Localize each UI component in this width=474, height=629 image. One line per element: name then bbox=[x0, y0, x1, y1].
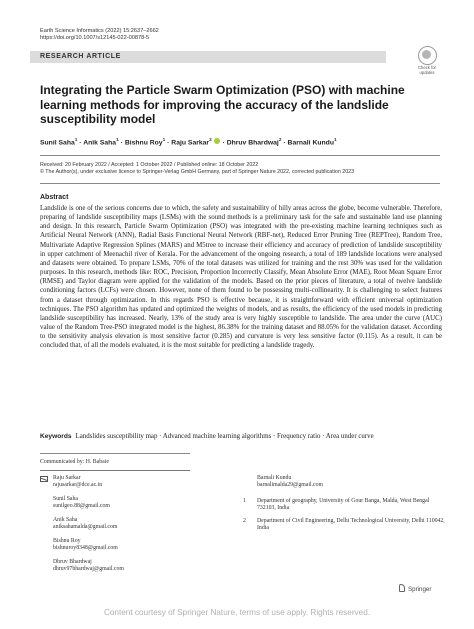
author-affiliation-number: 1 bbox=[162, 138, 166, 143]
correspondent-email[interactable]: aniksahamalda@gmail.com bbox=[53, 524, 118, 531]
author-list: Sunil Saha$^1$ · Anik Saha$^1$ · Bishnu Roy$^1$ · Raju Sarkar$^2$ · Dhruv Bhardwaj$^2$ · Barnali Kundu$^1$ bbox=[40, 138, 337, 147]
article-type: RESEARCH ARTICLE bbox=[40, 53, 121, 60]
divider bbox=[40, 470, 190, 471]
correspondent-name: Dhruv Bhardwaj bbox=[53, 559, 92, 565]
affiliation-text: Department of Civil Engineering, Delhi Technological University, Delhi 110042, India bbox=[257, 518, 445, 532]
author-affiliation-number: 1 bbox=[116, 138, 119, 143]
keywords-list: Landslides susceptibility map · Advanced machine learning algorithms · Frequency ratio · Area under curve bbox=[75, 433, 374, 440]
correspondence-entry bbox=[53, 517, 117, 532]
correspondent-name: Barnali Kundu bbox=[257, 475, 292, 481]
courtesy-notice: Content courtesy of Springer Nature, terms of use apply. Rights reserved. bbox=[103, 608, 371, 617]
correspondent-name: Anik Saha bbox=[53, 517, 78, 523]
envelope-icon bbox=[40, 476, 48, 482]
orcid-icon[interactable] bbox=[214, 138, 220, 144]
abstract-text: Landslide is one of the serious concerns due to which, the safety and sustainability of hilly areas across the globe, become vulnerable. Therefore, preparing of landslide susceptibility maps (LSMs) with the sound methods is a preliminary task for the safe and sustainable land use planning and design. In this research, Particle Swarm Optimization (PSO) was integrated with the pre-existing machine learning techniques such as Artificial Neural Network (ANN), Radial Basis Functional Neural Network (RBF-net), Reduced Error Pruning Tree (REPTree), Random Tree, Multivariate Adaptive Regression Splines (MARS) and M5tree to increase their efficiency and accuracy of prediction of landslide susceptibility in upper catchment of Meenachil river of Kerala. For the advancement of the ongoing research, a total of 189 landslide locations were analysed and datasets were obtained. To prepare LSMs, 70% of the total datasets was utilized for training and the rest 30% was used for the validation purposes. In this research, methods like: ROC, Precision, Proportion Incorrectly Classify, Mean Absolute Error (MAE), Root Mean Square Error (RMSE) and Taylor diagram were applied for the validation of the models. Based on the prior pieces of literature, a total of twelve landslide conditioning factors (LCFs) were chosen. However, none of them found to be possessing multi-collinearity. It is challenging to select features from a dataset through optimization. In this regards PSO is effective because, it is straightforward with efficient universal optimization techniques. The PSO algorithm has updated and optimized the weights of models, and as results, the efficiency of the used models in predicting landslide susceptibility has increased. Nearly, 13% of the study area is very highly susceptible to landslide. The area under the curve (AUC) value of the Random Tree-PSO integrated model is the highest, 86.38% for the training dataset and 88.05% for the validation dataset. According to the sensitivity analysis elevation is most sensitive factor (0.285) and curvature is very less sensitive factor (0.115). As a result, it can be concluded that, of all the models evaluated, it is the most suitable for predicting a landslide tragedy. bbox=[40, 205, 442, 350]
author-affiliation-number: 2 bbox=[209, 138, 212, 143]
divider bbox=[40, 155, 440, 156]
correspondent-name: Raju Sarkar bbox=[53, 475, 81, 481]
affiliation-text: Department of geography, University of Gour Banga, Malda, West Bengal 732103, India bbox=[257, 498, 430, 512]
author-name[interactable]: Raju Sarkar bbox=[171, 139, 210, 147]
correspondence-entry bbox=[53, 475, 102, 490]
journal-citation: Earth Science Informatics (2022) 15:2637–2662 bbox=[40, 28, 159, 34]
affiliation-number: 2 bbox=[243, 518, 246, 524]
correspondent-email[interactable]: bishnuroy8348@gmail.com bbox=[53, 545, 118, 552]
journal-header bbox=[40, 28, 159, 43]
correspondence-entry bbox=[53, 538, 118, 553]
journal-doi[interactable]: https://doi.org/10.1007/s12145-022-00878-5 bbox=[40, 35, 150, 42]
keywords bbox=[40, 432, 450, 441]
affiliation-number: 1 bbox=[243, 498, 246, 504]
correspondent-email[interactable]: barnalimalda29@gmail.com bbox=[257, 482, 324, 489]
dates-line: Received: 20 February 2022 / Accepted: 1 October 2022 / Published online: 18 October 2022 bbox=[40, 162, 259, 168]
publisher-name: Springer bbox=[408, 586, 432, 593]
publisher-logo bbox=[399, 584, 431, 593]
divider bbox=[40, 453, 190, 454]
divider bbox=[40, 183, 440, 184]
author-affiliation-number: 1 bbox=[333, 138, 337, 143]
correspondent-name: Sunil Saha bbox=[53, 496, 78, 502]
copyright-line: © The Author(s), under exclusive licence to Springer-Verlag GmbH Germany, part of Springer Nature 2022, corrected publication 2023 bbox=[40, 169, 355, 176]
correspondence-entry bbox=[53, 496, 110, 511]
article-title: Integrating the Particle Swarm Optimization (PSO) with machine learning methods for improving the accuracy of the landslide susceptibility model bbox=[40, 83, 405, 127]
abstract-heading: Abstract bbox=[40, 194, 69, 201]
author-name[interactable]: Anik Saha bbox=[83, 139, 117, 147]
check-updates-icon bbox=[418, 46, 437, 65]
publication-dates bbox=[40, 162, 354, 177]
author-affiliation-number: 2 bbox=[278, 138, 282, 143]
author-name[interactable]: Bishnu Roy bbox=[124, 139, 163, 147]
correspondent-name: Bishnu Roy bbox=[53, 538, 81, 544]
check-updates-label: Check for updates bbox=[418, 65, 436, 75]
communicated-by: Communicated by: H. Babaie bbox=[40, 459, 109, 465]
correspondent-email[interactable]: dhruv97bhardwaj@gmail.com bbox=[53, 566, 124, 573]
correspondence-entry bbox=[53, 559, 124, 574]
springer-horse-icon bbox=[399, 584, 405, 592]
correspondent-email[interactable]: sunilgeo.88@gmail.com bbox=[53, 503, 110, 510]
author-name[interactable]: Barnali Kundu bbox=[287, 139, 334, 147]
check-updates-badge[interactable] bbox=[412, 46, 442, 76]
correspondent-email[interactable]: rajusarkar@dce.ac.in bbox=[53, 482, 103, 489]
keywords-label: Keywords bbox=[40, 433, 72, 440]
author-name[interactable]: Sunil Saha bbox=[40, 139, 75, 147]
author-affiliation-number: 1 bbox=[74, 138, 78, 143]
correspondence-entry bbox=[257, 475, 323, 490]
author-name[interactable]: Dhruv Bhardwaj bbox=[226, 139, 279, 147]
